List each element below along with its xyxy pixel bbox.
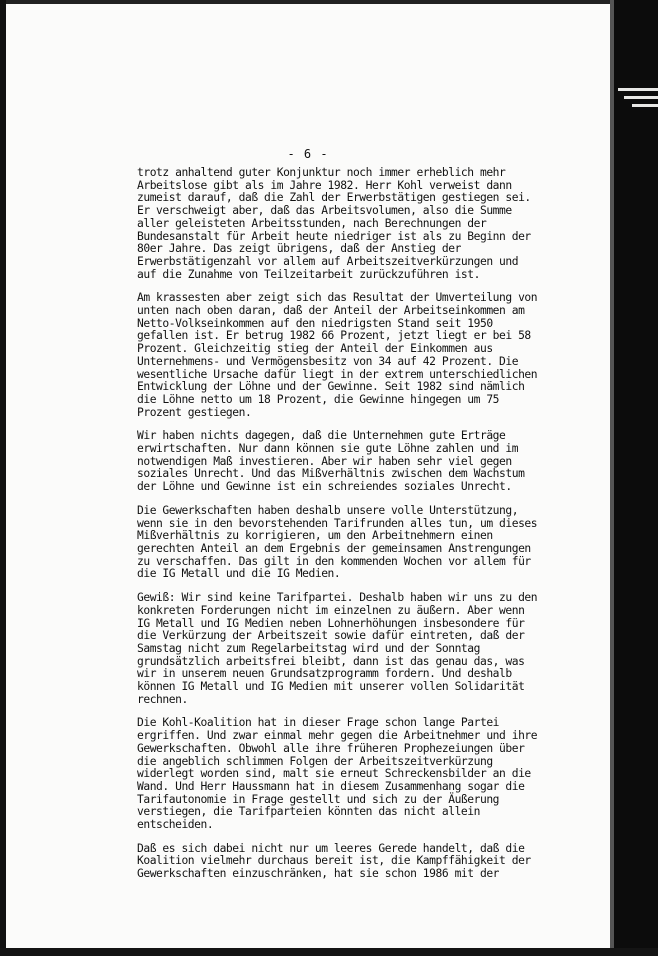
text-line: Samstag nicht zum Regelarbeitstag wird und der Sonntag <box>137 641 480 655</box>
text-line: Arbeitslose gibt als im Jahre 1982. Herr Kohl verweist dann <box>137 178 512 192</box>
paragraph <box>137 717 587 831</box>
text-line: wesentliche Ursache dafür liegt in der extrem unterschiedlichen <box>137 367 538 381</box>
text-line: Am krassesten aber zeigt sich das Resultat der Umverteilung von <box>137 291 538 305</box>
text-line: die angeblich schlimmen Folgen der Arbeitszeitverkürzung <box>137 754 493 768</box>
scan-border-right <box>614 0 658 956</box>
text-line: wir in unserem neuen Grundsatzprogramm fordern. Und deshalb <box>137 667 512 681</box>
stacked-sheet-edge <box>624 96 658 99</box>
text-line: Die Gewerkschaften haben deshalb unsere volle Unterstützung, <box>137 503 519 517</box>
text-line: gerechten Anteil an dem Ergebnis der gemeinsamen Anstrengungen <box>137 541 531 555</box>
text-line: Gewiß: Wir sind keine Tarifpartei. Deshalb haben wir uns zu den <box>137 591 538 605</box>
text-line: ergriffen. Und zwar einmal mehr gegen die Arbeitnehmer und ihre <box>137 729 538 743</box>
text-line: Prozent gestiegen. <box>137 405 252 419</box>
text-line: verstiegen, die Tarifparteien könnten das nicht allein <box>137 805 480 819</box>
text-line: die Verkürzung der Arbeitszeit sowie dafür eintreten, daß der <box>137 629 525 643</box>
stacked-sheet-edge <box>618 88 658 91</box>
stacked-sheet-edge <box>632 104 658 107</box>
text-line: IG Metall und IG Medien neben Lohnerhöhungen insbesondere für <box>137 616 525 630</box>
text-line: wenn sie in den bevorstehenden Tarifrunden alles tun, um dieses <box>137 516 538 530</box>
text-line: Unternehmens- und Vermögensbesitz von 34 auf 42 Prozent. Die <box>137 354 519 368</box>
text-line: die IG Metall und die IG Medien. <box>137 567 341 581</box>
text-line: Netto-Volkseinkommen auf den niedrigsten Stand seit 1950 <box>137 316 493 330</box>
text-line: trotz anhaltend guter Konjunktur noch immer erheblich mehr <box>137 166 506 179</box>
text-line: auf die Zunahme von Teilzeitarbeit zurückzuführen ist. <box>137 267 480 281</box>
text-line: Daß es sich dabei nicht nur um leeres Gerede handelt, daß die <box>137 841 525 855</box>
paragraph <box>137 167 587 281</box>
text-line: widerlegt worden sind, malt sie erneut Schreckensbilder an die <box>137 767 531 781</box>
text-line: Mißverhältnis zu korrigieren, um den Arbeitnehmern einen <box>137 529 493 543</box>
text-line: Koalition vielmehr durchaus bereit ist, die Kampffähigkeit der <box>137 854 531 868</box>
scan-border-bottom <box>0 948 658 956</box>
page-number: - 6 - <box>287 147 329 161</box>
text-line: notwendigen Maß investieren. Aber wir haben sehr viel gegen <box>137 454 512 468</box>
text-line: grundsätzlich arbeitsfrei bleibt, dann ist das genau das, was <box>137 654 525 668</box>
text-line: aller geleisteten Arbeitsstunden, nach Berechnungen der <box>137 216 487 230</box>
text-line: Wir haben nichts dagegen, daß die Unternehmen gute Erträge <box>137 429 506 443</box>
text-line: Wand. Und Herr Haussmann hat in diesem Zusammenhang sogar die <box>137 779 525 793</box>
text-line: Die Kohl-Koalition hat in dieser Frage schon lange Partei <box>137 716 500 730</box>
text-line: Er verschweigt aber, daß das Arbeitsvolumen, also die Summe <box>137 204 512 218</box>
text-line: gefallen ist. Er betrug 1982 66 Prozent, jetzt liegt er bei 58 <box>137 329 531 343</box>
text-line: zu verschaffen. Das gilt in den kommenden Wochen vor allem für <box>137 554 531 568</box>
text-line: soziales Unrecht. Und das Mißverhältnis zwischen dem Wachstum <box>137 467 525 481</box>
text-line: der Löhne und Gewinne ist ein schreiendes soziales Unrecht. <box>137 480 512 494</box>
text-line: die Löhne netto um 18 Prozent, die Gewinne hingegen um 75 <box>137 392 500 406</box>
text-line: entscheiden. <box>137 818 214 832</box>
body-text <box>137 167 587 892</box>
document-page <box>6 4 610 948</box>
text-line: zumeist darauf, daß die Zahl der Erwerbstätigen gestiegen sei. <box>137 191 531 205</box>
text-line: Gewerkschaften. Obwohl alle ihre früheren Prophezeiungen über <box>137 741 525 755</box>
text-line: 80er Jahre. Das zeigt übrigens, daß der Anstieg der <box>137 242 461 256</box>
text-line: Entwicklung der Löhne und der Gewinne. Seit 1982 sind nämlich <box>137 380 525 394</box>
paragraph <box>137 843 587 881</box>
text-line: rechnen. <box>137 692 188 706</box>
text-line: Gewerkschaften einzuschränken, hat sie schon 1986 mit der <box>137 867 500 881</box>
text-line: konkreten Forderungen nicht im einzelnen zu äußern. Aber wenn <box>137 603 525 617</box>
text-line: Tarifautonomie in Frage gestellt und sich zu der Äußerung <box>137 792 500 806</box>
text-line: Bundesanstalt für Arbeit heute niedriger ist als zu Beginn der <box>137 229 531 243</box>
paragraph <box>137 292 587 419</box>
paragraph <box>137 430 587 494</box>
text-line: erwirtschaften. Nur dann können sie gute Löhne zahlen und im <box>137 442 519 456</box>
text-line: können IG Metall und IG Medien mit unserer vollen Solidarität <box>137 680 525 694</box>
text-line: Prozent. Gleichzeitig stieg der Anteil der Einkommen aus <box>137 342 493 356</box>
paragraph <box>137 592 587 706</box>
text-line: unten nach oben daran, daß der Anteil der Arbeitseinkommen am <box>137 304 525 318</box>
paragraph <box>137 505 587 581</box>
text-line: Erwerbstätigenzahl vor allem auf Arbeitszeitverkürzungen und <box>137 254 519 268</box>
